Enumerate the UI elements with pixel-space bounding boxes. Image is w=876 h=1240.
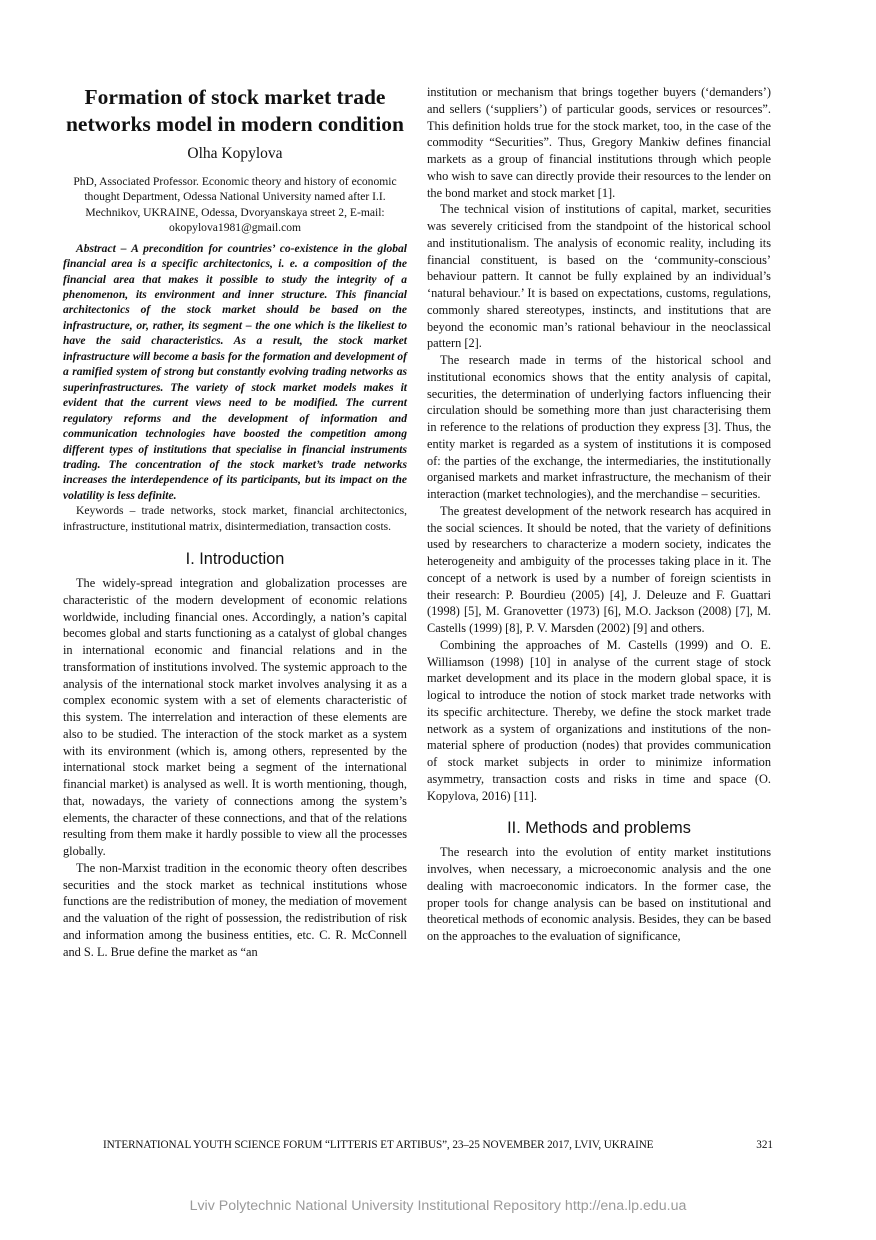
keywords: Keywords – trade networks, stock market, financial architectonics, infrastructure, institutional matrix, disintermediation, transaction costs.	[63, 505, 407, 533]
page-number: 321	[756, 1139, 773, 1151]
paragraph: The research made in terms of the historical school and institutional economics shows that the entity analysis of capital, securities, the determination of underlying factors influencing their circulation should be something more than just characterising them in reference to the relations of production they express [3]. Thus, the entity market is regarded as a system of institutions it is composed of: the parties of the exchange, the intermediaries, the institutionally organised markets and market infrastructure, the mechanism of their interaction (market technologies), and the merchandise – securities.	[427, 353, 771, 501]
paragraph: The greatest development of the network research has acquired in the social sciences. It should be noted, that the variety of definitions used by researchers to characterize a modern society, indicates the heterogeneity and ambiguity of the processes taking place in it. The concept of a network is used by a number of foreign scientists in their research: P. Bourdieu (2005) [4], J. Deleuze and F. Guattari (1998) [5], M. Granovetter (1973) [6], M.O. Jackson (2008) [7], M. Castells (1999) [8], P. V. Marsden (2002) [9] and others.	[427, 503, 771, 635]
conference-line: INTERNATIONAL YOUTH SCIENCE FORUM “LITTERIS ET ARTIBUS”, 23–25 NOVEMBER 2017, LVIV, UKRAINE	[103, 1139, 654, 1151]
repository-watermark: Lviv Polytechnic National University Institutional Repository http://ena.lp.edu.ua	[189, 1198, 687, 1214]
paragraph: The widely-spread integration and globalization processes are characteristic of the modern development of economic relations worldwide, including financial ones. Accordingly, a nation’s capital becomes global and starts functioning as a catalyst of global changes in international economic and financial relations and in the transformation of institutions involved. The systemic approach to the analysis of the international stock market involves analysing it as a complex economic system with a set of elements characteristic of this system. The interrelation and interaction of these elements are also to be studied. The interaction of the stock market as a system with its environment (which is, among others, represented by the international stock market being a segment of the international financial market) is analysed as well. It is worth mentioning, though, that, nowadays, the variety of connections among the system’s elements, the character of these connections, and that of the relations resulting from them make it hardly possible to view all the processes globally.	[63, 576, 407, 859]
author-affiliation: PhD, Associated Professor. Economic theory and history of economic thought Department, Odessa National University named after I.I. Mechnikov, UKRAINE, Odessa, Dvoryanskaya street 2, E-mail: okopylova1981@gmail.com	[73, 175, 397, 235]
paper-title: Formation of stock market trade networks model in modern condition	[65, 85, 405, 136]
abstract: Abstract – A precondition for countries’ co-existence in the global financial area is a specific architectonics, i. e. a composition of the financial area that makes it possible to study the integrity of a phenomenon, its environment and inner structure. This financial architectonics of the stock market should be based on the infrastructure, or, rather, its segment – the one which is the likeliest to have the said characteristics. As a result, the stock market infrastructure will become a basis for the formation and development of a ramified system of strong but constantly evolving trading networks as superinfrastructures. The variety of stock market models makes it evident that the current views need to be modified. The current regulatory reforms and the development of information and communication technologies have boosted the competition among different types of institutions that specialise in financial instruments trading. The concentration of the stock market’s trade networks increases the interdependence of its participants, but its impact on the volatility is less definite.	[63, 242, 407, 502]
paragraph: Combining the approaches of M. Castells (1999) and O. E. Williamson (1998) [10] in analyse of the current stage of stock market development and its place in the modern global space, it is logical to introduce the notion of stock market trade networks with its specific architecture. Thereby, we define the stock market trade network as a system of organizations and institutions of the non-material sphere of production (nodes) that provides communication of stock market subjects in order to minimize information asymmetry, transaction costs and risks in time and space (O. Kopylova, 2016) [11].	[427, 637, 771, 803]
paragraph-continuation: institution or mechanism that brings together buyers (‘demanders’) and sellers (‘suppliers’) of particular goods, services or resources”. This definition holds true for the stock market, too, in the case of the commodity “Securities”. Thus, Gregory Mankiw defines financial markets as a group of financial institutions through which people who wish to save can directly provide their resources to the lender on the bond market and stock market [1].	[427, 85, 771, 200]
paragraph: The technical vision of institutions of capital, market, securities was severely criticised from the standpoint of the historical school and institutionalism. The analysis of economic reality, including its financial constituent, is based on the ‘community-conscious’ behaviour pattern. It cannot be fully explained by an individual’s ‘natural behaviour.’ It is based on expectations, customs, regulations, commonly shared stereotypes, instincts, and institutions that are beyond the economic man’s rational behaviour in the neoclassical pattern [2].	[427, 202, 771, 351]
section-heading-introduction: I. Introduction	[185, 550, 285, 569]
right-column	[427, 84, 771, 945]
author-name: Olha Kopylova	[187, 145, 283, 162]
paragraph: The research into the evolution of entity market institutions involves, when necessary, a microeconomic analysis and the one dealing with macroeconomic indicators. In the former case, the proper tools for change analysis can be based on institutional and theoretical methods of economic analysis. Besides, they can be based on the approaches to the evaluation of significance,	[427, 845, 771, 943]
page-footer	[103, 1139, 773, 1151]
paragraph: The non-Marxist tradition in the economic theory often describes securities and the stock market as technical institutions whose functions are the redistribution of money, the mediation of movement and the valuation of the right of possession, the redistribution of risk and information among the business entities, etc. C. R. McConnell and S. L. Brue define the market as “an	[63, 860, 407, 959]
left-column	[63, 84, 407, 960]
section-heading-methods: II. Methods and problems	[507, 819, 691, 838]
